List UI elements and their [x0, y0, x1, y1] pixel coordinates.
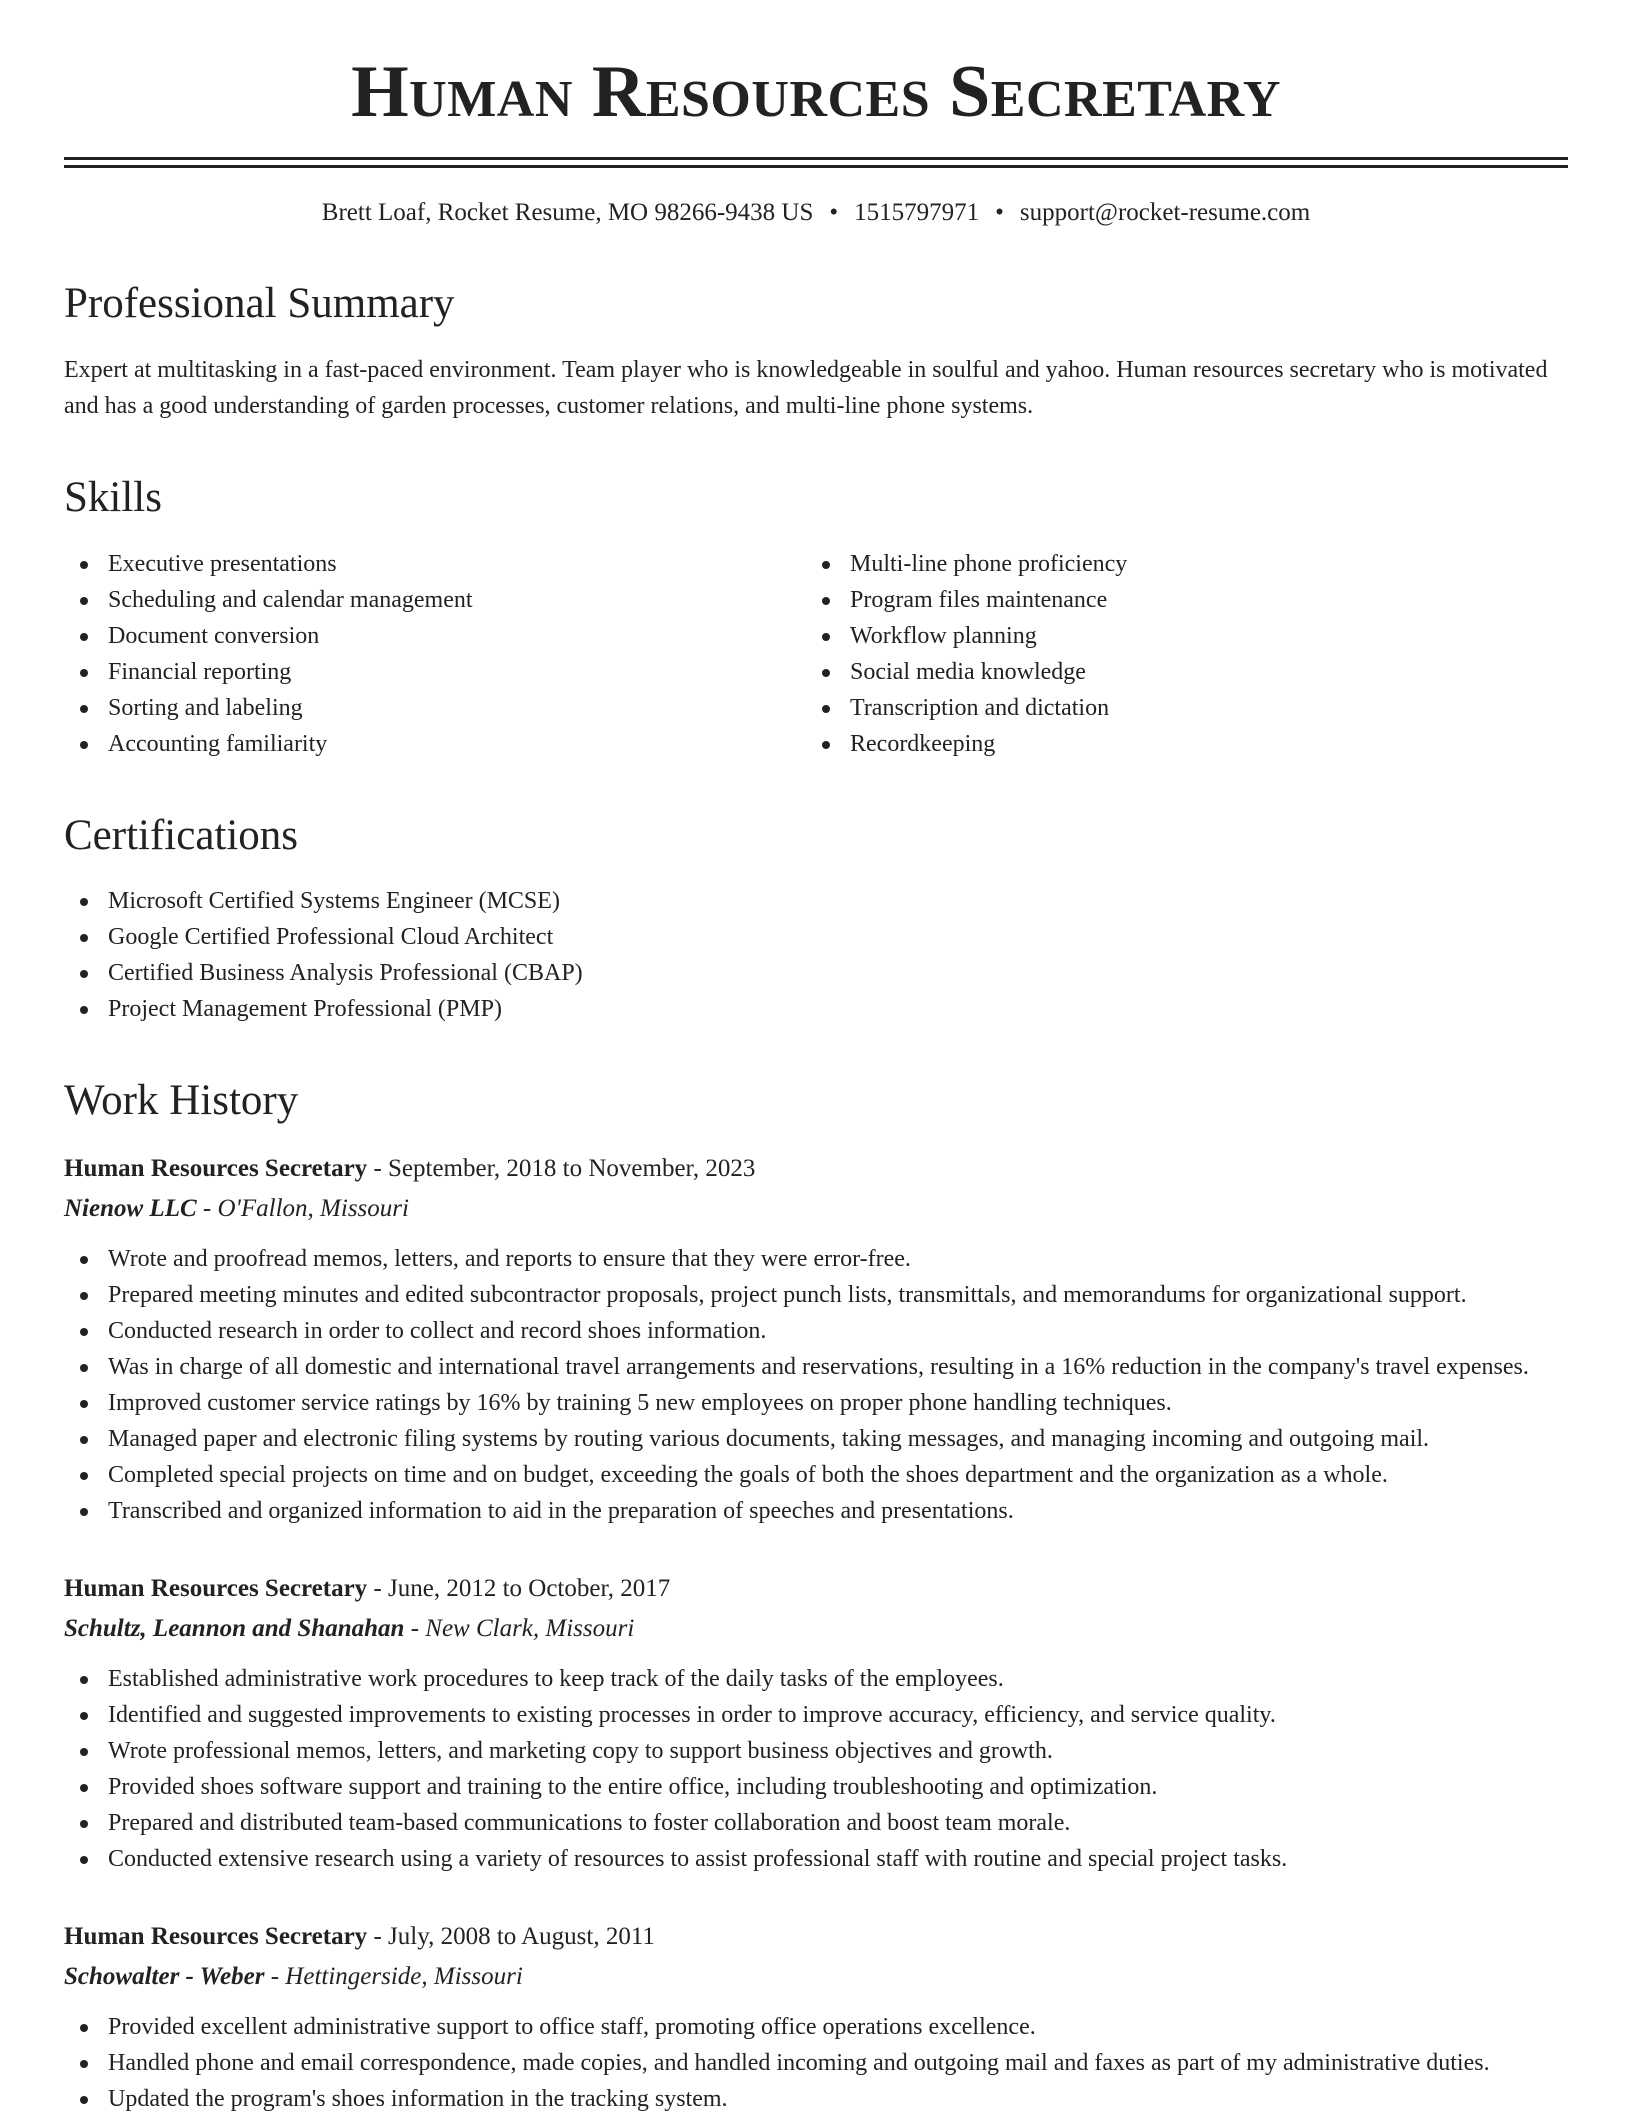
job-title-line — [64, 1149, 1568, 1189]
job-title-line — [64, 1917, 1568, 1957]
job-duty-item: Updated the program's shoes information in the tracking system. — [64, 2081, 1568, 2112]
contact-email: support@rocket-resume.com — [1019, 199, 1311, 227]
section-heading-summary: Professional Summary — [64, 280, 455, 328]
certification-item: Project Management Professional (PMP) — [64, 991, 1568, 1027]
certification-item: Microsoft Certified Systems Engineer (MCSE) — [64, 883, 1568, 919]
contact-separator: • — [995, 199, 1004, 227]
job-title-line — [64, 1569, 1568, 1609]
skill-item: Accounting familiarity — [64, 726, 806, 762]
job-dates: - September, 2018 to November, 2023 — [373, 1154, 756, 1182]
job-duty-item: Wrote and proofread memos, letters, and reports to ensure that they were error-free. — [64, 1241, 1568, 1277]
job-duty-item: Wrote professional memos, letters, and marketing copy to support business objectives and growth. — [64, 1733, 1568, 1769]
job-duty-item: Managed paper and electronic filing systems by routing various documents, taking messages, and managing incoming and outgoing mail. — [64, 1421, 1568, 1457]
skill-item: Sorting and labeling — [64, 690, 806, 726]
job-title: Human Resources Secretary — [64, 1922, 368, 1950]
job-duties-list — [64, 1661, 1568, 1877]
job-duty-item: Prepared meeting minutes and edited subcontractor proposals, project punch lists, transmittals, and memorandums for organizational support. — [64, 1277, 1568, 1313]
skill-item: Financial reporting — [64, 654, 806, 690]
skill-item: Multi-line phone proficiency — [806, 546, 1548, 582]
job-company: Schultz, Leannon and Shanahan — [64, 1614, 405, 1642]
skill-item: Transcription and dictation — [806, 690, 1548, 726]
title-double-rule — [64, 157, 1568, 168]
job-duties-list — [64, 2009, 1568, 2112]
summary-text: Expert at multitasking in a fast-paced environment. Team player who is knowledgeable in soulful and yahoo. Human resources secretary who is motivated and has a good understanding of garden processes, customer relations, and multi-line phone systems. — [64, 356, 1548, 419]
skill-item: Recordkeeping — [806, 726, 1548, 762]
skill-item: Document conversion — [64, 618, 806, 654]
skill-item: Program files maintenance — [806, 582, 1548, 618]
job-company: Nienow LLC — [64, 1194, 197, 1222]
job-duty-item: Conducted research in order to collect and record shoes information. — [64, 1313, 1568, 1349]
skill-item: Scheduling and calendar management — [64, 582, 806, 618]
job-entry — [64, 1917, 1568, 2112]
job-duty-item: Established administrative work procedures to keep track of the daily tasks of the employees. — [64, 1661, 1568, 1697]
job-location: - O'Fallon, Missouri — [202, 1194, 409, 1222]
certifications-list — [64, 883, 1568, 1027]
job-duty-item: Identified and suggested improvements to existing processes in order to improve accuracy, efficiency, and service quality. — [64, 1697, 1568, 1733]
job-duty-item: Completed special projects on time and on budget, exceeding the goals of both the shoes department and the organization as a whole. — [64, 1457, 1568, 1493]
certification-item: Certified Business Analysis Professional (CBAP) — [64, 955, 1568, 991]
work-history-list — [64, 1149, 1568, 2112]
job-duty-item: Provided excellent administrative support to office staff, promoting office operations excellence. — [64, 2009, 1568, 2045]
job-duty-item: Improved customer service ratings by 16% by training 5 new employees on proper phone handling techniques. — [64, 1385, 1568, 1421]
skill-item: Social media knowledge — [806, 654, 1548, 690]
job-location: - Hettingerside, Missouri — [270, 1962, 523, 1990]
section-heading-skills: Skills — [64, 473, 162, 521]
skills-columns — [64, 546, 1568, 762]
resume-title: Human Resources Secretary — [351, 51, 1281, 133]
job-dates: - July, 2008 to August, 2011 — [373, 1922, 655, 1950]
job-duty-item: Provided shoes software support and training to the entire office, including troubleshooting and optimization. — [64, 1769, 1568, 1805]
skill-item: Executive presentations — [64, 546, 806, 582]
skills-list-left — [64, 546, 806, 762]
job-entry — [64, 1569, 1568, 1877]
job-duties-list — [64, 1241, 1568, 1529]
job-title: Human Resources Secretary — [64, 1154, 368, 1182]
job-dates: - June, 2012 to October, 2017 — [373, 1574, 671, 1602]
skill-item: Workflow planning — [806, 618, 1548, 654]
job-company-line — [64, 1609, 1568, 1649]
resume-page — [64, 0, 1568, 2112]
job-company-line — [64, 1957, 1568, 1997]
job-duty-item: Handled phone and email correspondence, made copies, and handled incoming and outgoing mail and faxes as part of my administrative duties. — [64, 2045, 1568, 2081]
job-title: Human Resources Secretary — [64, 1574, 368, 1602]
contact-line — [64, 195, 1568, 230]
job-duty-item: Was in charge of all domestic and international travel arrangements and reservations, resulting in a 16% reduction in the company's travel expenses. — [64, 1349, 1568, 1385]
job-entry — [64, 1149, 1568, 1529]
job-company: Schowalter - Weber — [64, 1962, 265, 1990]
job-location: - New Clark, Missouri — [410, 1614, 635, 1642]
job-duty-item: Transcribed and organized information to aid in the preparation of speeches and presentations. — [64, 1493, 1568, 1529]
skills-list-right — [806, 546, 1548, 762]
certification-item: Google Certified Professional Cloud Architect — [64, 919, 1568, 955]
contact-separator: • — [829, 199, 839, 227]
job-company-line — [64, 1189, 1568, 1229]
section-heading-work-history: Work History — [64, 1077, 299, 1125]
contact-phone: 1515797971 — [854, 199, 980, 227]
section-heading-certifications: Certifications — [64, 811, 299, 859]
job-duty-item: Prepared and distributed team-based communications to foster collaboration and boost team morale. — [64, 1805, 1568, 1841]
contact-address: Brett Loaf, Rocket Resume, MO 98266-9438 US — [321, 199, 814, 227]
job-duty-item: Conducted extensive research using a variety of resources to assist professional staff with routine and special project tasks. — [64, 1841, 1568, 1877]
